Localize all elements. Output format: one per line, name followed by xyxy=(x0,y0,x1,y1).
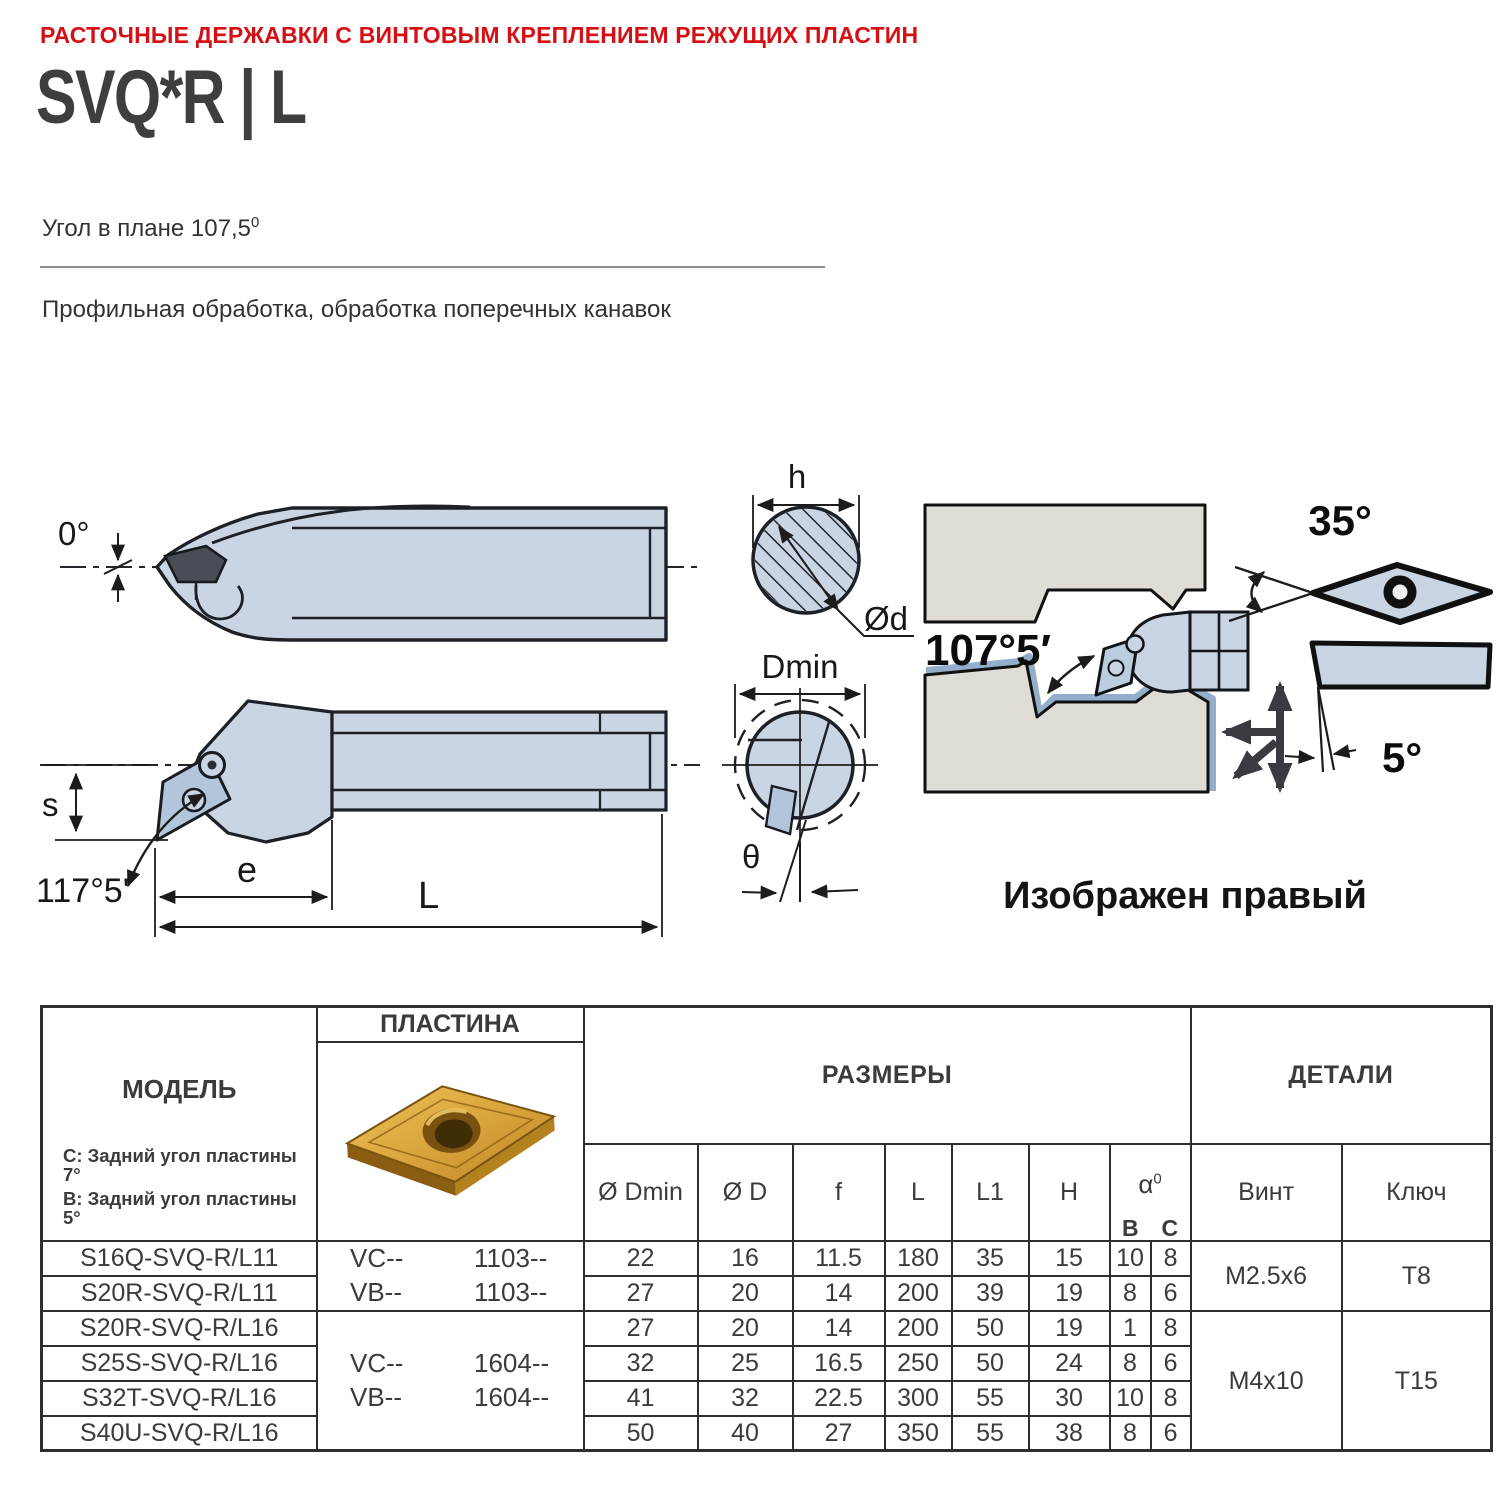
technical-drawing xyxy=(0,440,1500,980)
alpha-b: В xyxy=(1121,1214,1139,1241)
cell-l1: 39 xyxy=(952,1276,1029,1311)
col-alpha xyxy=(1110,1144,1191,1241)
cell-screw-group1: M2.5x6 xyxy=(1191,1241,1342,1311)
cell-l1: 50 xyxy=(952,1311,1029,1346)
feed-direction-arrows xyxy=(1226,686,1280,788)
divider-line xyxy=(40,266,825,268)
cell-model: S16Q-SVQ-R/L11 xyxy=(42,1241,317,1276)
page-kicker: РАСТОЧНЫЕ ДЕРЖАВКИ С ВИНТОВЫМ КРЕПЛЕНИЕМ РЕЖУЩИХ ПЛАСТИН xyxy=(40,22,919,48)
plate-header: ПЛАСТИНА xyxy=(317,1007,584,1042)
drawing-caption: Изображен правый xyxy=(1003,875,1367,917)
spec-table xyxy=(40,1005,1493,1452)
col-dmin: Ø Dmin xyxy=(584,1144,698,1241)
cell-l1: 55 xyxy=(952,1381,1029,1416)
details-header: ДЕТАЛИ xyxy=(1191,1007,1492,1144)
col-l1: L1 xyxy=(952,1144,1029,1241)
plate-photo-cell xyxy=(317,1042,584,1241)
cell-f: 14 xyxy=(793,1311,885,1346)
table-row xyxy=(42,1241,1492,1276)
cell-h: 15 xyxy=(1029,1241,1110,1276)
cell-d: 20 xyxy=(698,1276,793,1311)
bar-side-view-top xyxy=(58,506,700,640)
col-d: Ø D xyxy=(698,1144,793,1241)
cell-dmin: 50 xyxy=(584,1416,698,1451)
cell-dmin: 27 xyxy=(584,1311,698,1346)
cell-l: 180 xyxy=(885,1241,952,1276)
h-dimension-label: h xyxy=(787,458,807,495)
cell-b: 8 xyxy=(1110,1416,1151,1451)
cell-l: 200 xyxy=(885,1311,952,1346)
cell-h: 30 xyxy=(1029,1381,1110,1416)
gold-insert-image xyxy=(335,1064,565,1214)
col-f: f xyxy=(793,1144,885,1241)
cell-model: S40U-SVQ-R/L16 xyxy=(42,1416,317,1451)
workpiece-top-block xyxy=(925,505,1205,622)
cell-l1: 50 xyxy=(952,1346,1029,1381)
cell-b: 1 xyxy=(1110,1311,1151,1346)
cell-c: 6 xyxy=(1151,1276,1191,1311)
cell-model: S32T-SVQ-R/L16 xyxy=(42,1381,317,1416)
bar-side-view-bottom xyxy=(36,701,700,937)
cell-plate-group2: VC-- 1604-- VB-- 1604-- xyxy=(317,1311,584,1451)
shank-section-view xyxy=(753,458,914,637)
cell-b: 10 xyxy=(1110,1241,1151,1276)
page-description: Профильная обработка, обработка поперечных канавок xyxy=(42,296,671,323)
col-key: Ключ xyxy=(1342,1144,1492,1241)
cell-h: 19 xyxy=(1029,1276,1110,1311)
col-l: L xyxy=(885,1144,952,1241)
cell-f: 16.5 xyxy=(793,1346,885,1381)
alpha-symbol: α xyxy=(1138,1168,1154,1199)
cell-l1: 35 xyxy=(952,1241,1029,1276)
bore-section-view xyxy=(722,648,878,902)
cell-h: 24 xyxy=(1029,1346,1110,1381)
cell-f: 14 xyxy=(793,1276,885,1311)
cell-d: 40 xyxy=(698,1416,793,1451)
insert-detail xyxy=(1229,497,1490,781)
cell-f: 11.5 xyxy=(793,1241,885,1276)
plan-angle-text: Угол в плане 107,5 xyxy=(42,215,251,242)
alpha-sup: 0 xyxy=(1153,1169,1162,1187)
cell-key-group2: T15 xyxy=(1342,1311,1492,1451)
cell-plate-group1: VC-- 1103-- VB-- 1103-- xyxy=(317,1241,584,1311)
e-dimension-label: e xyxy=(237,849,258,890)
cell-c: 6 xyxy=(1151,1416,1191,1451)
plan-angle-sup: 0 xyxy=(250,214,260,231)
cell-b: 8 xyxy=(1110,1276,1151,1311)
back-angle-label: 117°5' xyxy=(36,872,130,910)
cell-l: 250 xyxy=(885,1346,952,1381)
plan-angle-subtitle xyxy=(42,214,259,243)
machining-illustration xyxy=(925,505,1280,792)
table-row xyxy=(42,1311,1492,1346)
L-dimension-label: L xyxy=(418,875,440,917)
cell-model: S25S-SVQ-R/L16 xyxy=(42,1346,317,1381)
cell-c: 6 xyxy=(1151,1346,1191,1381)
cell-h: 38 xyxy=(1029,1416,1110,1451)
cell-d: 32 xyxy=(698,1381,793,1416)
alpha-c: С xyxy=(1161,1214,1179,1241)
model-note-c: С: Задний угол пластины 7° xyxy=(63,1144,297,1186)
cell-c: 8 xyxy=(1151,1311,1191,1346)
col-screw: Винт xyxy=(1191,1144,1342,1241)
od-dimension-label: Ød xyxy=(864,600,909,637)
cell-d: 16 xyxy=(698,1241,793,1276)
cell-c: 8 xyxy=(1151,1381,1191,1416)
cell-model: S20R-SVQ-R/L11 xyxy=(42,1276,317,1311)
col-h: H xyxy=(1029,1144,1110,1241)
cell-l: 200 xyxy=(885,1276,952,1311)
cell-dmin: 41 xyxy=(584,1381,698,1416)
cell-dmin: 22 xyxy=(584,1241,698,1276)
cell-b: 8 xyxy=(1110,1346,1151,1381)
s-dimension-label: s xyxy=(42,786,59,823)
zero-degree-label: 0° xyxy=(58,515,90,552)
page-title: SVQ*R | L xyxy=(36,55,306,140)
model-header-cell xyxy=(42,1007,317,1241)
cell-d: 20 xyxy=(698,1311,793,1346)
plan-angle-107-label: 107°5′ xyxy=(925,626,1052,675)
cell-screw-group2: M4x10 xyxy=(1191,1311,1342,1451)
relief-angle-5-label: 5° xyxy=(1382,734,1423,781)
cell-l1: 55 xyxy=(952,1416,1029,1451)
tip-angle-35-label: 35° xyxy=(1308,497,1372,544)
cell-model: S20R-SVQ-R/L16 xyxy=(42,1311,317,1346)
cell-key-group1: T8 xyxy=(1342,1241,1492,1311)
insert-in-bore xyxy=(766,786,796,834)
cell-l: 350 xyxy=(885,1416,952,1451)
cell-h: 19 xyxy=(1029,1311,1110,1346)
model-note-b: В: Задний угол пластины 5° xyxy=(63,1187,297,1229)
cell-b: 10 xyxy=(1110,1381,1151,1416)
sizes-header: РАЗМЕРЫ xyxy=(584,1007,1191,1144)
theta-angle-label: θ xyxy=(742,838,761,875)
cell-c: 8 xyxy=(1151,1241,1191,1276)
cell-f: 22.5 xyxy=(793,1381,885,1416)
insert-side-face xyxy=(1312,643,1490,687)
dmin-dimension-label: Dmin xyxy=(761,648,839,685)
cell-f: 27 xyxy=(793,1416,885,1451)
cell-dmin: 32 xyxy=(584,1346,698,1381)
cell-dmin: 27 xyxy=(584,1276,698,1311)
model-header: МОДЕЛЬ xyxy=(122,1074,237,1105)
cell-l: 300 xyxy=(885,1381,952,1416)
cell-d: 25 xyxy=(698,1346,793,1381)
